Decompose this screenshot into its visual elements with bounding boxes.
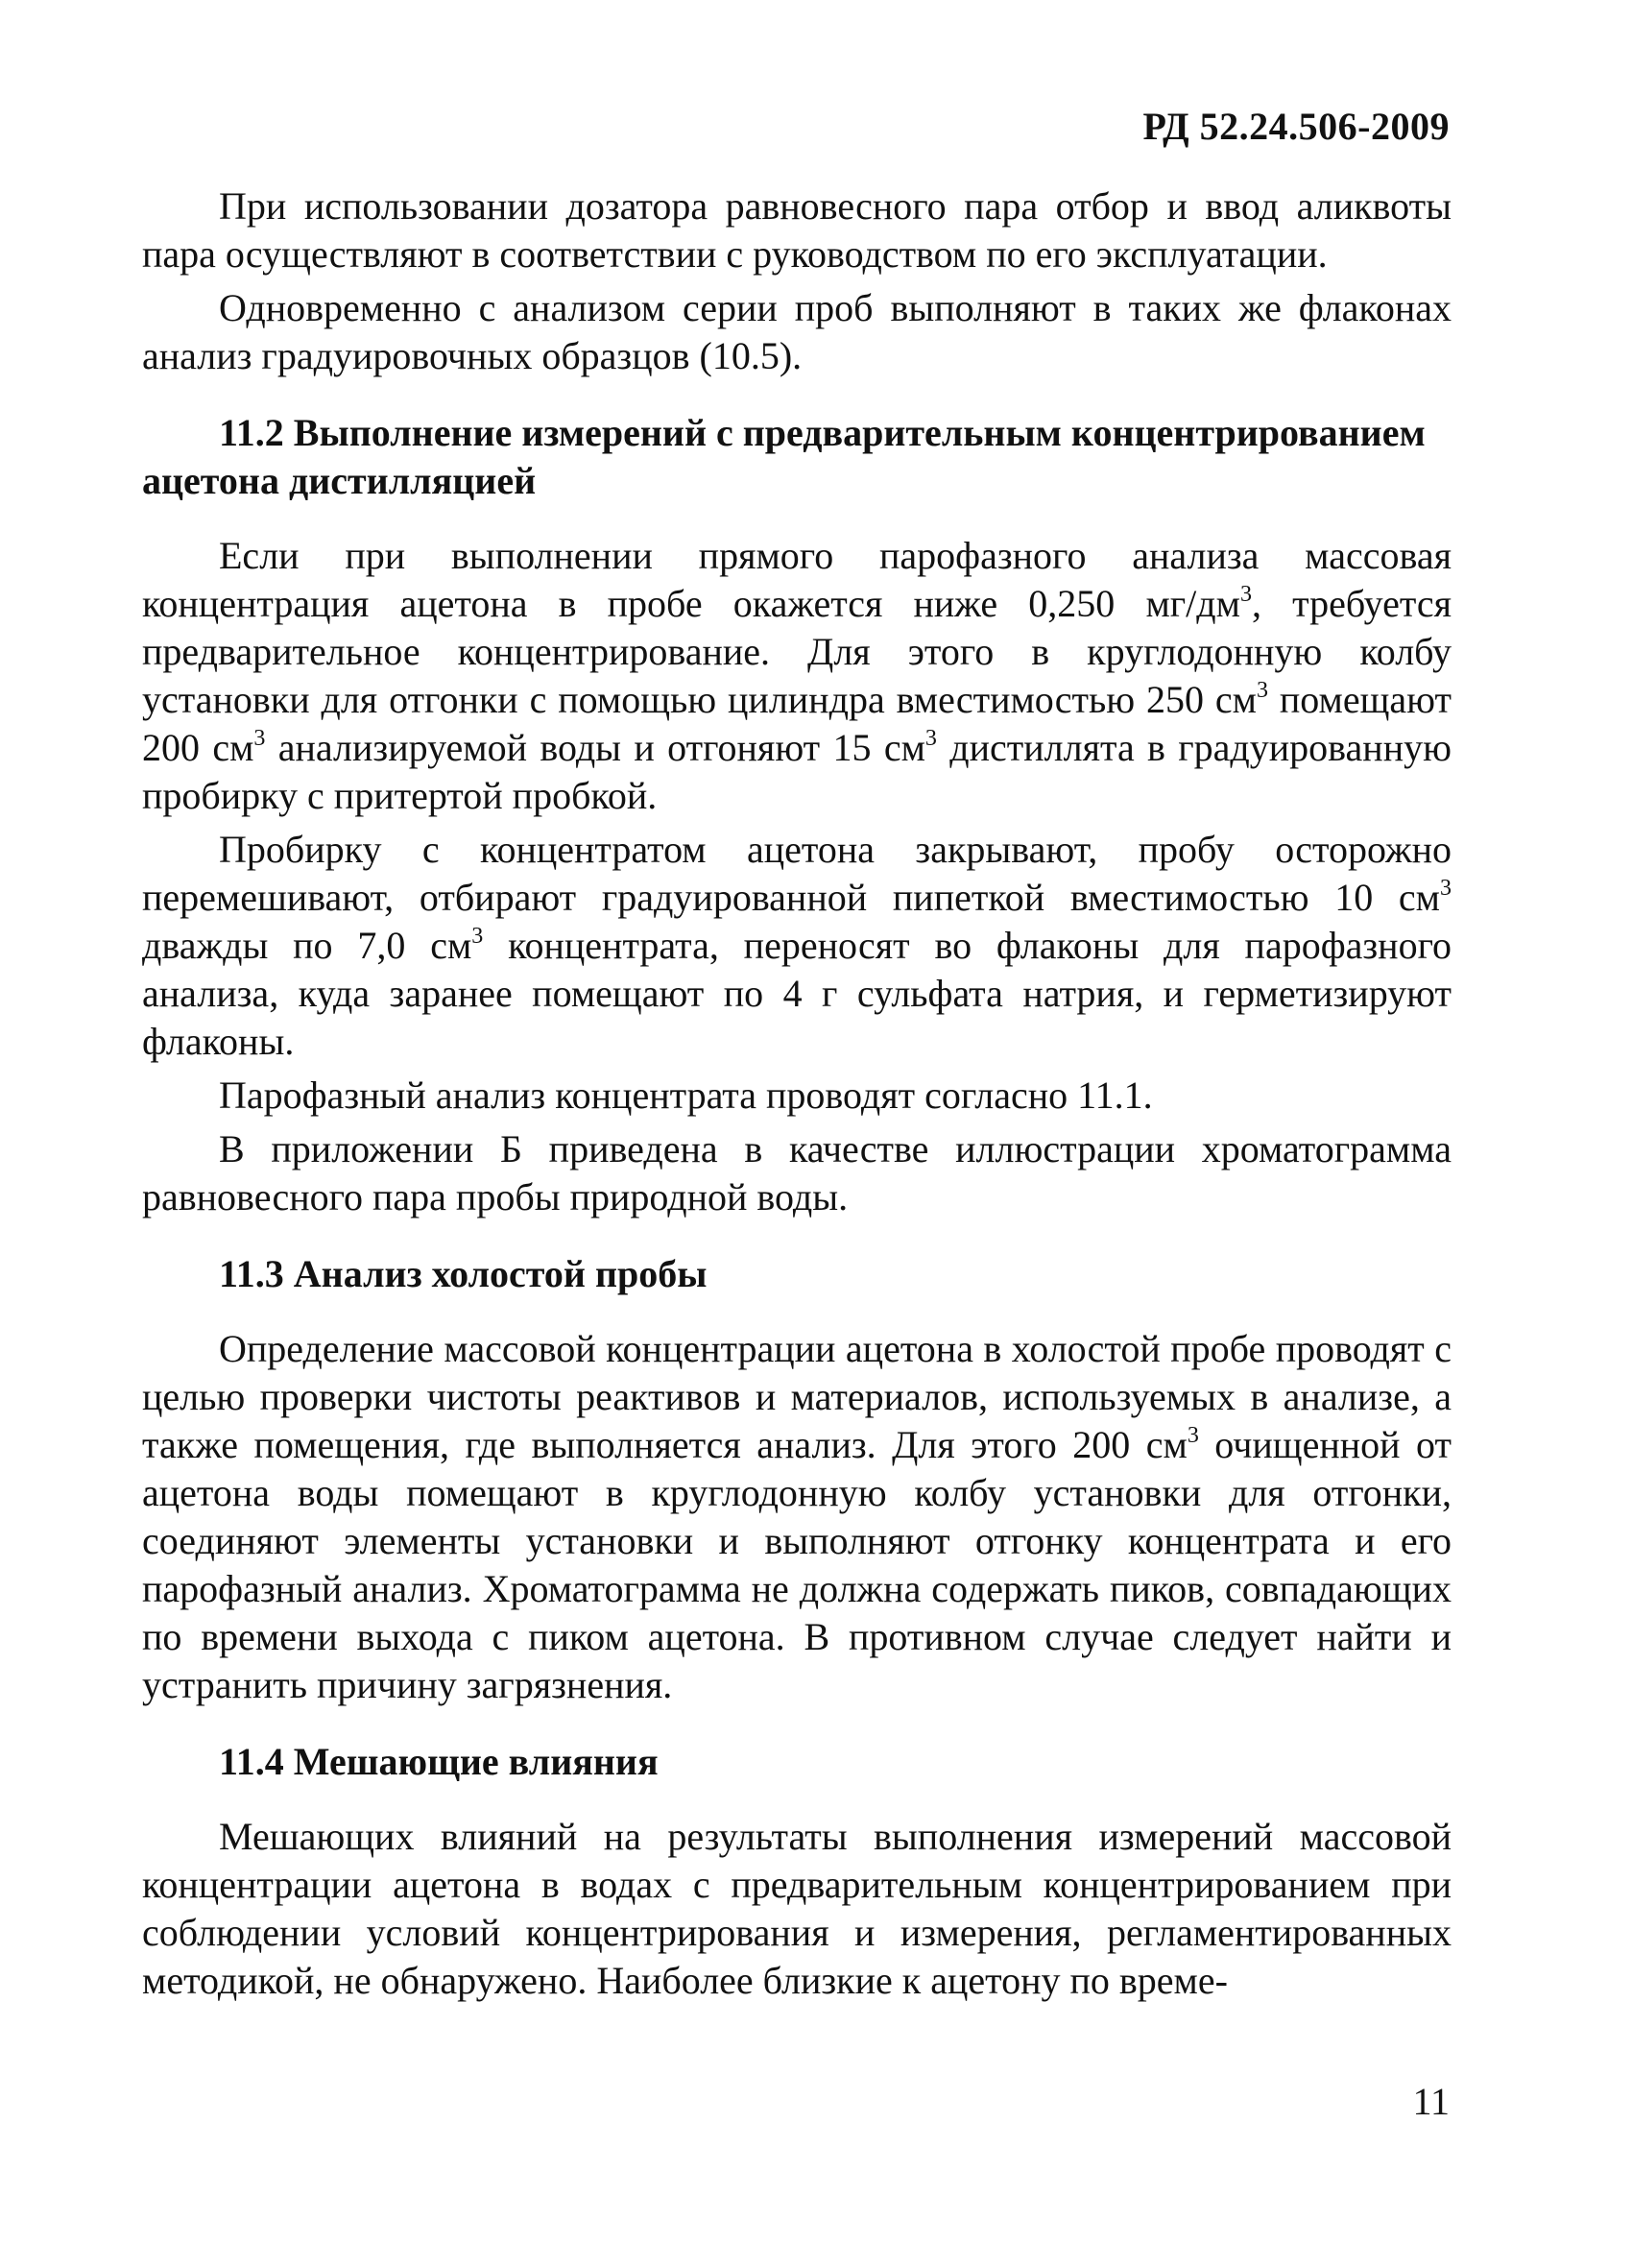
superscript: 3 [924, 726, 937, 751]
paragraph-text: Пробирку с концентратом ацетона закрывают, пробу осторожно перемешивают, отбирают градуированной пипеткой вместимостью 10 см [142, 828, 1452, 919]
superscript: 3 [253, 726, 266, 751]
paragraph-text: Определение массовой концентрации ацетона в холостой пробе проводят с целью проверки чистоты реактивов и материалов, используемых в анализе, а также помещения, где выполняется анализ. Для этого 200 см [142, 1327, 1452, 1466]
paragraph-text: , требуется предварительное концентрирование. Для этого в круглодонную колбу установки для отгонки с помощью цилиндра вместимостью 250 см [142, 582, 1452, 721]
paragraph-dosing: При использовании дозатора равновесного пара отбор и ввод аликвоты пара осуществляют в соответствии с руководством по его эксплуатации. [142, 184, 1452, 276]
paragraph-text: концентрата, переносят во флаконы для парофазного анализа, куда заранее помещают по 4 г сульфата натрия, и герметизируют флаконы. [142, 924, 1452, 1063]
paragraph-text: помещают 200 см [142, 678, 1452, 769]
paragraph-concentration [142, 532, 1452, 820]
superscript: 3 [1257, 678, 1268, 703]
section-heading-11-2: 11.2 Выполнение измерений с предварительным концентрированием ацетона дистилляцией [142, 411, 1426, 502]
paragraph-interference: Мешающих влияний на результаты выполнения измерений массовой концентрации ацетона в водах с предварительным концентрированием при соблюдении условий концентрирования и измерения, регламентированных методикой, не обнаружено. Наиболее близкие к ацетону по време- [142, 1815, 1452, 2002]
section-heading-11-3: 11.3 Анализ холостой пробы [219, 1252, 708, 1295]
superscript: 3 [1239, 582, 1252, 607]
paragraph-calibration: Одновременно с анализом серии проб выполняют в таких же флаконах анализ градуировочных образцов (10.5). [142, 286, 1452, 377]
paragraph-text: Если при выполнении прямого парофазного анализа массовая концентрация ацетона в пробе окажется ниже 0,250 мг/дм [142, 534, 1452, 625]
paragraph-text: дважды по 7,0 см [142, 924, 472, 967]
paragraph-text: очищенной от ацетона воды помещают в круглодонную колбу установки для отгонки, соединяют элементы установки и выполняют отгонку концентрата и его парофазный анализ. Хроматограмма не должна содержать пиков, совпадающих по времени выхода с пиком ацетона. В противном случае следует найти и устранить причину загрязнения. [142, 1423, 1452, 1706]
paragraph-blank-sample [142, 1325, 1452, 1709]
page-number: 11 [1412, 2080, 1450, 2123]
superscript: 3 [1440, 876, 1452, 901]
document-id-header: РД 52.24.506-2009 [1142, 105, 1450, 148]
paragraph-text: дистиллята в градуированную пробирку с притертой пробкой. [142, 726, 1452, 817]
paragraph-appendix-reference: В приложении Б приведена в качестве иллюстрации хроматограмма равновесного пара пробы природной воды. [142, 1127, 1452, 1218]
document-body [142, 182, 1452, 2011]
paragraph-test-tube [142, 826, 1452, 1066]
section-heading-11-4: 11.4 Мешающие влияния [219, 1740, 659, 1783]
paragraph-text: анализируемой воды и отгоняют 15 см [265, 726, 925, 769]
superscript: 3 [1187, 1423, 1199, 1448]
paragraph-headspace-analysis: Парофазный анализ концентрата проводят согласно 11.1. [219, 1074, 1153, 1117]
superscript: 3 [471, 924, 484, 949]
